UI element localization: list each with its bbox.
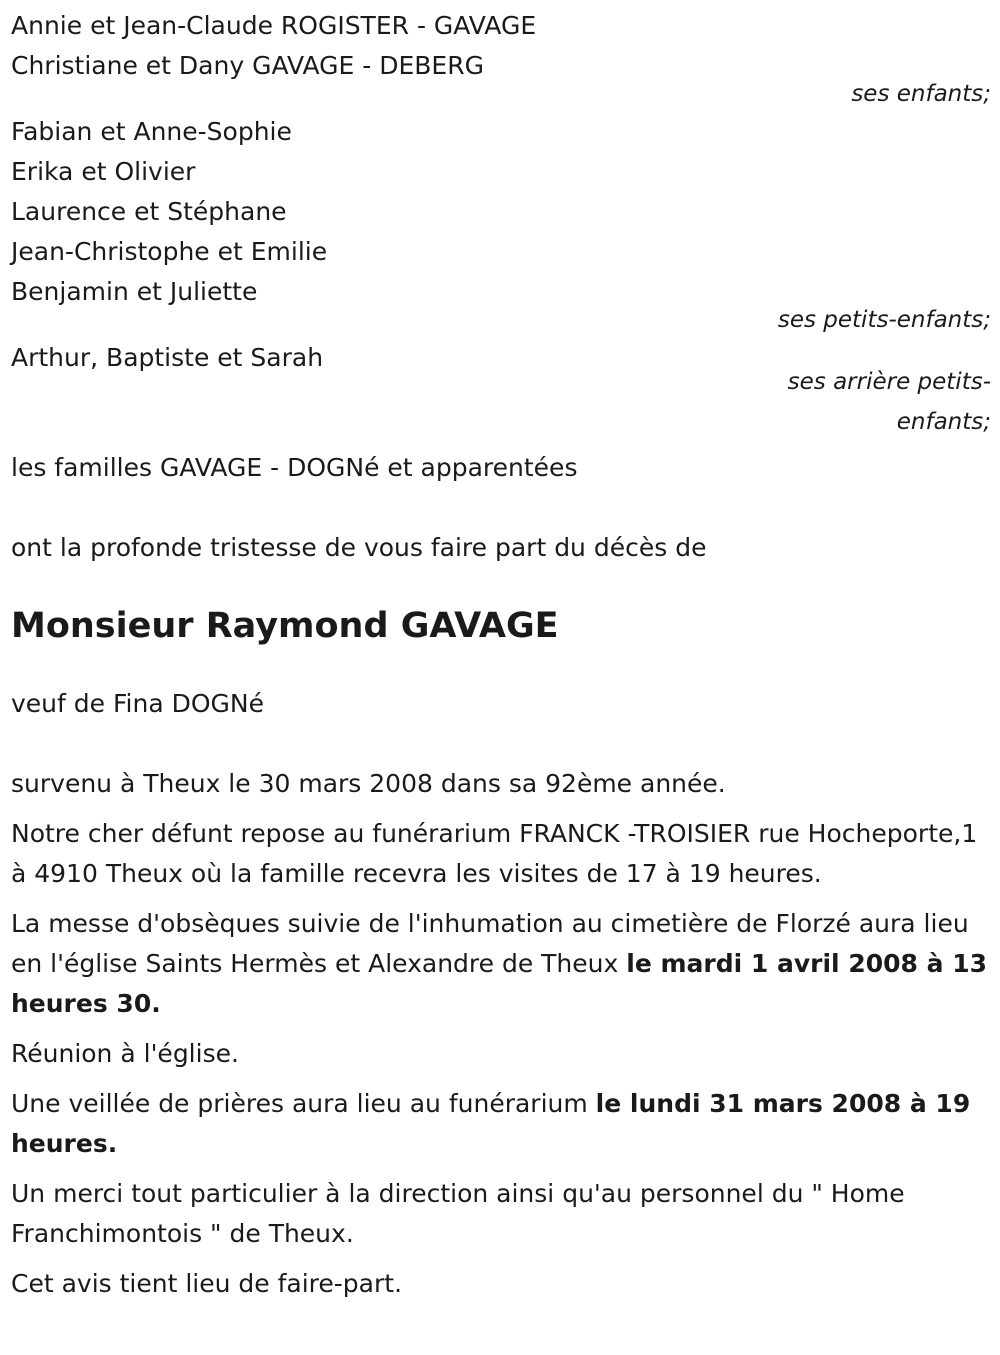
vigil-text: Une veillée de prières aura lieu au funérarium	[11, 1089, 596, 1118]
child-line: Annie et Jean-Claude ROGISTER - GAVAGE	[11, 11, 537, 40]
vigil-date: le lundi 31 mars 2008 à 19 heures.	[11, 1089, 971, 1158]
vigil-paragraph	[11, 1084, 991, 1164]
grandchildren-label: ses petits-enfants;	[777, 307, 991, 333]
announcement-line: ont la profonde tristesse de vous faire part du décès de	[11, 533, 707, 562]
widower-line: veuf de Fina DOGNé	[11, 689, 264, 718]
notice-paragraph: Cet avis tient lieu de faire-part.	[11, 1269, 403, 1298]
obituary-notice	[11, 6, 991, 1314]
grandchild-line: Erika et Olivier	[11, 157, 196, 186]
grandchild-line: Benjamin et Juliette	[11, 277, 258, 306]
mass-date: le mardi 1 avril 2008 à 13 heures 30.	[11, 949, 987, 1018]
grandchild-line: Fabian et Anne-Sophie	[11, 117, 292, 146]
mass-text: La messe d'obsèques suivie de l'inhumation au cimetière de Florzé aura lieu en l'église Saints Hermès et Alexandre de Theux	[11, 909, 969, 978]
death-paragraph: survenu à Theux le 30 mars 2008 dans sa 92ème année.	[11, 769, 726, 798]
grandchild-line: Jean-Christophe et Emilie	[11, 237, 328, 266]
thanks-paragraph: Un merci tout particulier à la direction ainsi qu'au personnel du " Home Franchimontois " de Theux.	[11, 1179, 905, 1248]
meeting-paragraph: Réunion à l'église.	[11, 1039, 239, 1068]
deceased-name: Monsieur Raymond GAVAGE	[11, 606, 559, 646]
child-line: Christiane et Dany GAVAGE - DEBERG	[11, 51, 484, 80]
children-label: ses enfants;	[851, 81, 991, 107]
repose-paragraph: Notre cher défunt repose au funérarium FRANCK -TROISIER rue Hocheporte,1 à 4910 Theux où la famille recevra les visites de 17 à 19 heures.	[11, 819, 978, 888]
great-grandchildren-label-1: ses arrière petits-	[787, 369, 991, 395]
mass-paragraph	[11, 904, 991, 1024]
grandchild-line: Laurence et Stéphane	[11, 197, 287, 226]
great-grandchildren-line: Arthur, Baptiste et Sarah	[11, 343, 324, 372]
great-grandchildren-label-2: enfants;	[896, 409, 991, 435]
families-line: les familles GAVAGE - DOGNé et apparentées	[11, 453, 578, 482]
